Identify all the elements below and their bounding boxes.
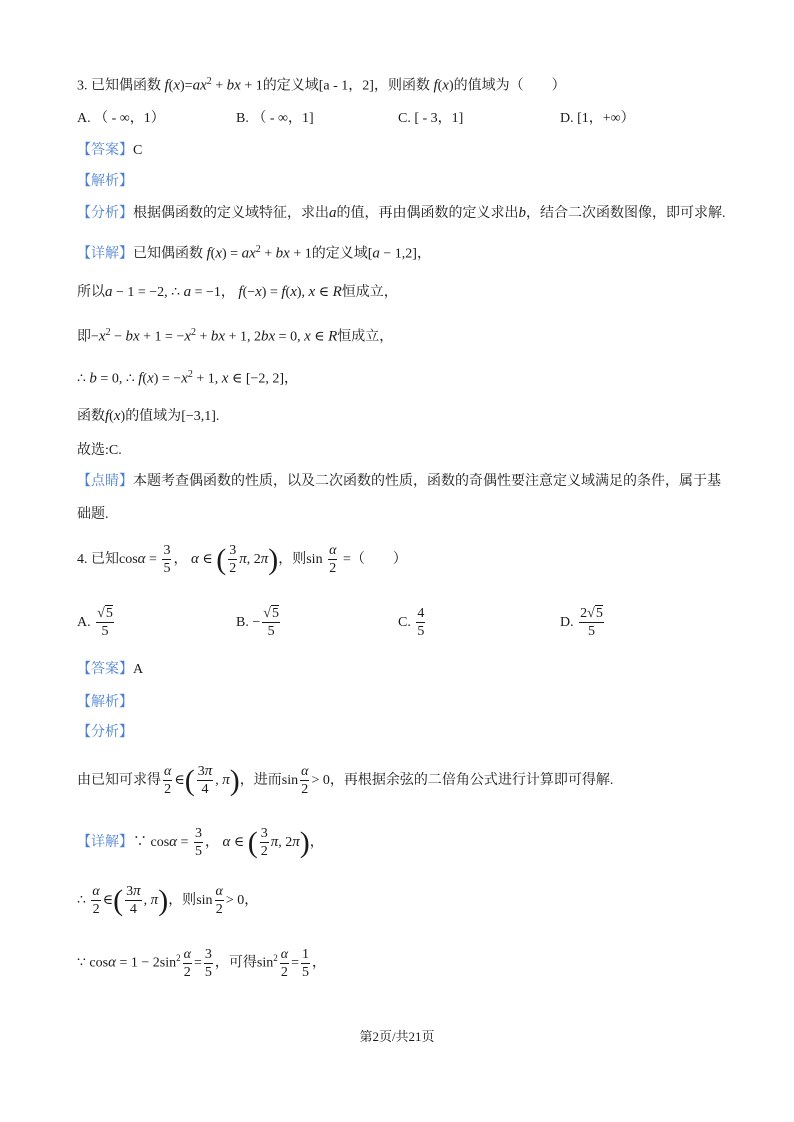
- q3-detail-line-2: 所以a − 1 = −2, ∴ a = −1， f(−x) = f(x), x ∈ R恒成立，: [77, 284, 398, 300]
- q4-option-b: B. − $\frac{√5}{5}$: [236, 606, 279, 640]
- q4-answer: 【答案】A: [77, 662, 144, 677]
- q3-fenxi: 【分析】根据偶函数的定义域特征，求出a的值，再由偶函数的定义求出b，结合二次函数图像，即可求解.: [77, 205, 726, 221]
- q3-dianjing-line-2: 础题.: [77, 507, 109, 522]
- q4-fenxi-heading: 【分析】: [77, 725, 133, 740]
- q4-detail-line-1: 【详解】∵ cosα = $\frac{3}{5}$ ， α ∈ ( $\frac{3}{2}$ π, 2π)，: [77, 825, 324, 860]
- q3-option-d: D. [1，+∞）: [560, 111, 635, 126]
- q4-option-d: D. $\frac{2√5}{5}$: [560, 606, 603, 640]
- q3-option-b: B. （ - ∞，1]: [236, 111, 314, 126]
- q3-answer: 【答案】C: [77, 143, 143, 158]
- q3-stem: 3. 已知偶函数 $f(x)=ax^2$ + bx + 1的定义域[a - 1，2]，则函数 f(x)的值域为（ ）: [77, 76, 566, 94]
- q4-stem: 4. 已知cosα = $\frac{3}{5}$ ， α ∈ ( $\frac{3}{2}$ π, 2π)，则sin $\frac{\alpha}{2}$ =（ ）: [77, 542, 407, 577]
- page-footer: 第2页/共21页: [359, 1029, 435, 1044]
- q4-detail-line-2: ∴ $\frac{\alpha}{2}$ ∈( $\frac{3\pi}{4}$ , π)，则sin $\frac{\alpha}{2}$ > 0，: [77, 883, 259, 918]
- q4-detail-line-3: ∵ $\cos\alpha = 1 - 2\sin^2$ $\frac{\alpha}{2}$ = $\frac{3}{5}$ ，可得$\sin^2$ $\frac{\alpha}{2}$ = $\frac{1}{5}$ ，: [77, 946, 326, 980]
- q3-analysis-heading: 【解析】: [77, 174, 133, 189]
- q4-analysis-heading: 【解析】: [77, 695, 133, 710]
- q4-fenxi-line: 由已知可求得 $\frac{\alpha}{2}$ ∈( $\frac{3\pi}{4}$ , π)，进而sin $\frac{\alpha}{2}$ > 0，再根据余弦的二倍角公式进行计算即可得解.: [77, 763, 614, 798]
- q3-detail-line-5: 函数f(x)的值域为[−3,1].: [77, 408, 220, 424]
- q3-option-a: A. （ - ∞，1）: [77, 111, 165, 126]
- q3-choose: 故选:C.: [77, 443, 122, 458]
- q3-option-c: C. [ - 3，1]: [398, 111, 464, 126]
- q4-option-a: A. $\frac{√5}{5}$: [77, 606, 113, 640]
- q3-dianjing-line-1: 【点睛】本题考查偶函数的性质，以及二次函数的性质，函数的奇偶性要注意定义域满足的条件，属于基: [77, 474, 721, 489]
- q4-option-c: C. $\frac{4}{5}$: [398, 606, 425, 640]
- q3-detail-line-3: 即$-x^2$ − bx + $1 = -x^2$ + bx + 1, 2bx = 0, x ∈ R恒成立，: [77, 327, 394, 345]
- q3-detail-line-4: ∴ b = 0, ∴ $f(x) = -x^2 + 1$, x ∈ [−2, 2]，: [77, 369, 299, 387]
- q3-detail-line-1: 【详解】已知偶函数 $f(x) = ax^2$ + bx + 1的定义域[a − 1,2]，: [77, 244, 431, 262]
